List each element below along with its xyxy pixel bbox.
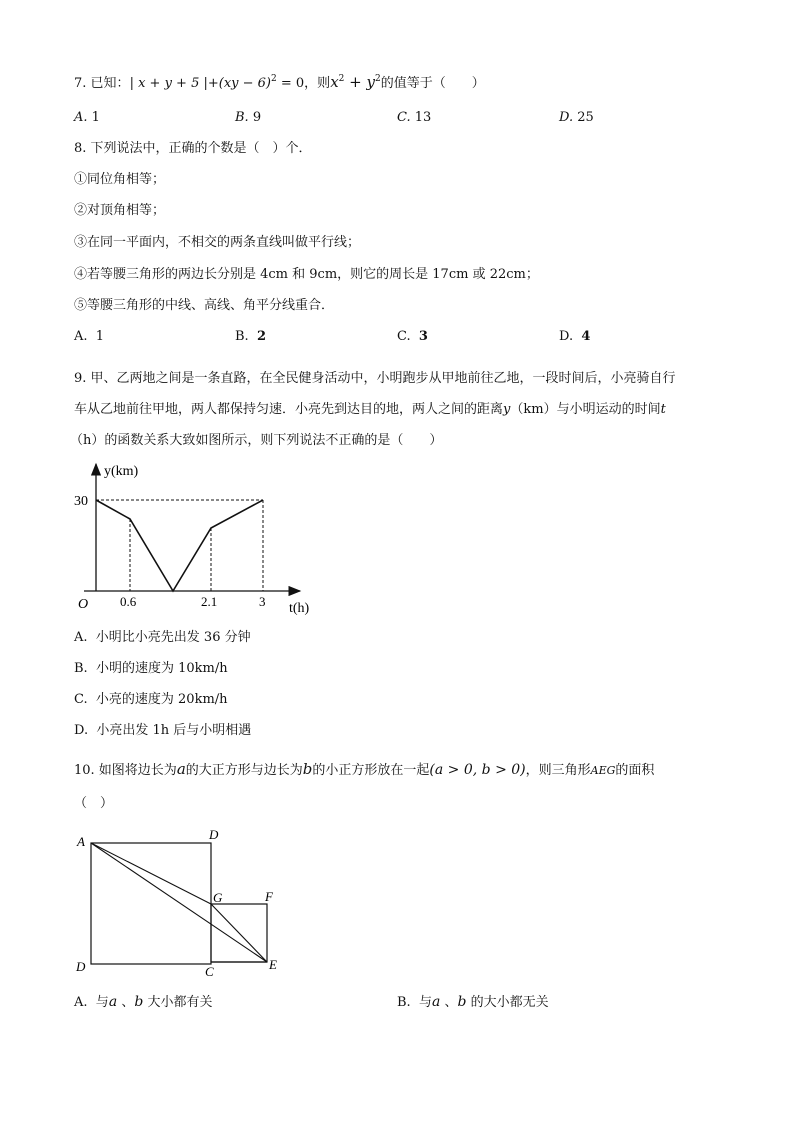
label-d-bottom: D [76,959,86,974]
option-letter: B. [235,329,249,344]
q10-option-b[interactable] [397,993,549,1012]
option-text-post: 的大小都无关 [470,995,549,1010]
option-separator: 、 [444,995,458,1010]
option-separator: 、 [121,995,135,1010]
q10-squares-figure [70,826,290,976]
q10-var-b: b [302,760,313,778]
q9-var-t: t [660,402,666,417]
q8-option-b[interactable] [235,328,266,346]
q8-statement-5: ⑤等腰三角形的中线、高线、角平分线重合． [74,298,335,313]
option-letter: C. [397,329,411,344]
q10-option-a[interactable] [74,993,212,1012]
q7-square-expr: +(xy − 6) [207,76,271,91]
option-value: 4 [581,329,591,344]
x-tick-0.6: 0.6 [120,594,137,609]
y-tick-30: 30 [74,494,88,509]
q8-option-c[interactable] [397,328,428,346]
option-value: 1 [91,110,100,125]
q9-stem-line-2 [74,401,666,419]
option-value: 3 [418,329,428,344]
option-text-pre: 与 [418,995,432,1010]
q10-text-e: 的面积 [615,763,655,778]
option-letter: A. [74,630,88,645]
q9-stem-line-3: （h）的函数关系大致如图所示，则下列说法不正确的是（ ） [70,433,443,448]
q9-line2-text-b: （km）与小明运动的时间 [510,402,661,417]
y-axis-label: y(km) [104,464,139,479]
q7-number: 7. [74,76,87,91]
label-c: C [205,964,214,976]
q10-text-d: ，则三角形 [525,763,591,778]
option-letter: D. [559,329,574,344]
large-square [91,843,211,964]
q7-x-exponent: 2 [338,74,345,84]
origin-label: O [78,597,89,612]
option-var-b: b [457,994,467,1010]
q7-stem [74,73,485,93]
label-g: G [213,890,223,905]
option-letter: C. [74,692,88,707]
segment-ge [211,904,267,962]
option-var-b: b [134,994,144,1010]
q10-answer-paren: （ ） [74,796,114,811]
option-letter: B. [235,110,249,125]
label-e: E [269,957,277,972]
segment-ag [91,843,211,904]
option-value: 25 [577,110,594,125]
segment-ae [91,843,267,962]
q8-statement-1: ①同位角相等； [74,172,166,187]
q10-stem [74,760,654,780]
q9-distance-time-graph [70,458,320,623]
q7-x: x [330,73,339,91]
q7-y-exponent: 2 [374,74,381,84]
q7-prefix: 已知： [90,76,130,91]
q8-option-a[interactable] [74,328,104,346]
q10-condition: (a > 0, b > 0) [429,762,526,778]
q7-option-a[interactable] [74,109,100,127]
option-value: 13 [414,110,432,125]
q7-plus-y: + y [344,73,375,91]
q7-equals: = 0 [276,76,305,91]
q8-option-d[interactable] [559,328,590,346]
q8-statement-4: ④若等腰三角形的两边长分别是 4cm 和 9cm，则它的周长是 17cm 或 22cm； [74,267,539,282]
q7-mid: ，则 [304,76,331,91]
q8-statement-3: ③在同一平面内，不相交的两条直线叫做平行线； [74,235,361,250]
q9-option-c[interactable] [74,691,228,709]
q10-triangle-name: AEG [590,764,616,777]
option-letter: D. [74,723,89,738]
option-letter: A. [74,329,88,344]
label-a: A [77,834,85,849]
label-d-top: D [209,827,219,842]
option-letter: B. [397,995,411,1010]
q10-var-a: a [176,760,186,778]
option-var-a: a [431,994,441,1010]
option-letter: B. [74,661,88,676]
q7-abs-expr: | x + y + 5 | [129,76,208,91]
q7-option-b[interactable] [235,109,261,127]
q9-stem-line-1: 9. 甲、乙两地之间是一条直路，在全民健身活动中，小明跑步从甲地前往乙地，一段时间后，小亮骑自行 [74,371,676,386]
x-tick-3: 3 [259,594,266,609]
q9-option-b[interactable] [74,660,228,678]
q9-option-a[interactable] [74,629,251,647]
q7-square-exponent: 2 [271,74,277,84]
option-text: 小亮的速度为 20km/h [95,692,228,707]
q10-text-a: 10. 如图将边长为 [74,763,177,778]
option-letter: A. [74,110,88,125]
q7-end: 的值等于（ ） [380,76,485,91]
q8-stem: 8. 下列说法中，正确的个数是（ ）个． [74,141,312,156]
option-value: 1 [95,329,105,344]
label-f: F [265,889,273,904]
option-letter: C. [397,110,411,125]
q7-option-d[interactable] [559,109,594,127]
option-letter: D. [559,110,574,125]
q7-option-c[interactable] [397,109,431,127]
option-text: 小亮出发 1h 后与小明相遇 [96,723,252,738]
option-text-pre: 与 [95,995,109,1010]
q10-text-b: 的大正方形与边长为 [185,763,303,778]
x-axis-label: t(h) [289,601,310,616]
option-letter: A. [74,995,88,1010]
distance-function-line [96,500,263,591]
option-value: 9 [252,110,262,125]
option-text-post: 大小都有关 [147,995,213,1010]
x-tick-2.1: 2.1 [201,594,218,609]
option-text: 小明的速度为 10km/h [95,661,228,676]
q8-statement-2: ②对顶角相等； [74,203,166,218]
option-var-a: a [108,994,118,1010]
q9-line2-text-a: 车从乙地前往甲地，两人都保持匀速．小亮先到达目的地，两人之间的距离 [74,402,504,417]
option-text: 小明比小亮先出发 36 分钟 [95,630,251,645]
q9-option-d[interactable] [74,722,251,740]
option-value: 2 [256,329,266,344]
q10-text-c: 的小正方形放在一起 [312,763,430,778]
q9-var-y: y [503,402,511,417]
